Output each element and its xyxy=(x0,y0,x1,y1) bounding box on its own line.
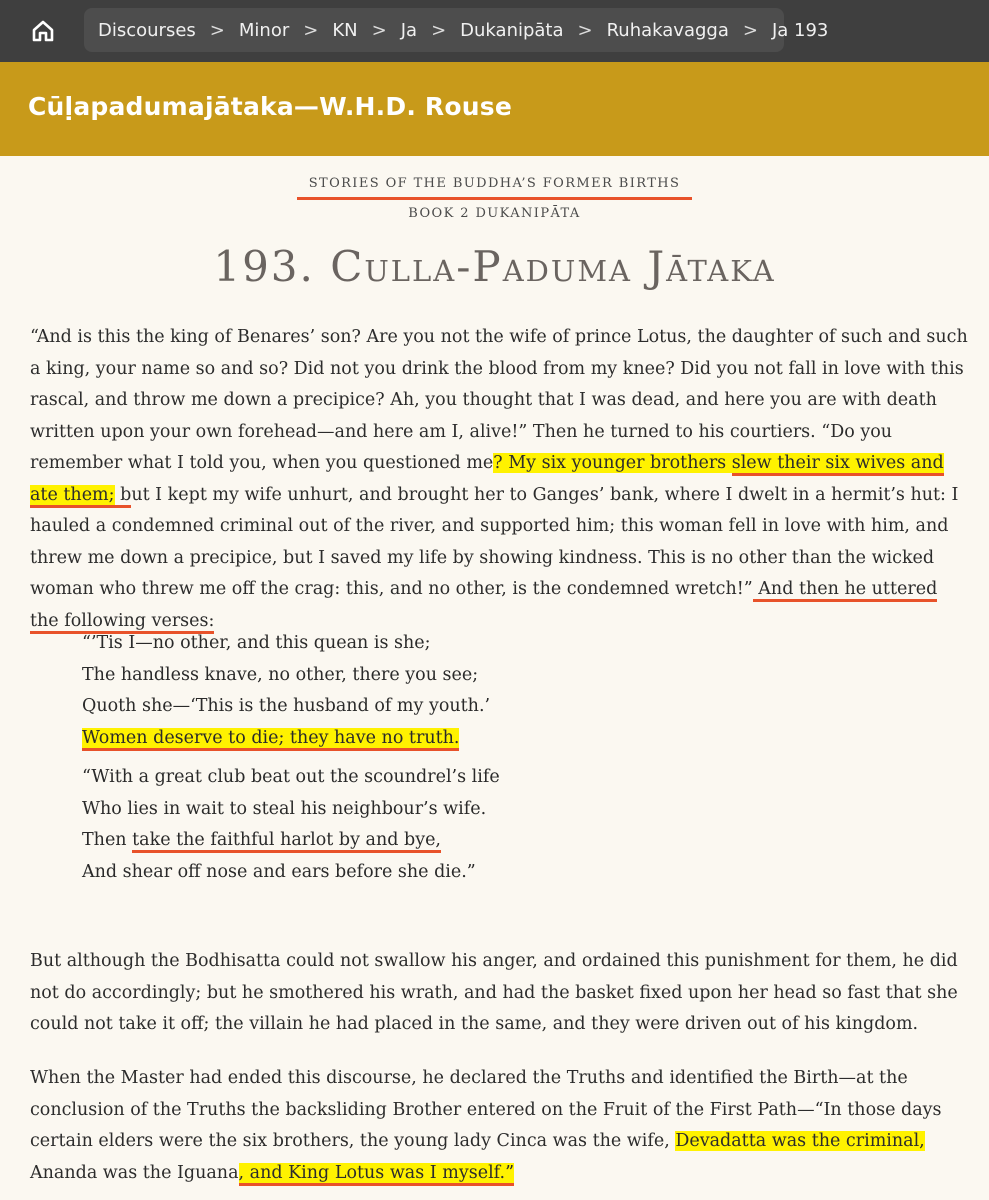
paragraph-2: But although the Bodhisatta could not swallow his anger, and ordained this punishment for them, he did not do accordingly; but he smothered his wrath, and had the basket fixed upon her head so fast that she could not take it off; the villain he had placed in the same, and they were driven out of his kingdom. xyxy=(30,951,958,1034)
chevron-right-icon: > xyxy=(742,19,758,41)
underlined-text: b xyxy=(115,485,132,508)
breadcrumb-minor[interactable]: Minor xyxy=(238,19,290,41)
verse-line: “With a great club beat out the scoundrel’s life xyxy=(82,767,500,787)
p3-text: When the Master had ended this discourse, he declared the Truths and identified the Birth—at the conclusion of the Truths the backsliding Brother entered on the Fruit of the First Path—“In those days certain elders were the six brothers, the young lady Cinca was the wife, xyxy=(30,1068,942,1151)
verse-block xyxy=(82,628,782,888)
stanza-2 xyxy=(82,762,782,888)
jataka-title: 193. Culla-Paduma Jātaka xyxy=(213,242,776,291)
book-title: BOOK 2 DUKANIPĀTA xyxy=(408,206,581,221)
chevron-right-icon: > xyxy=(209,19,225,41)
chevron-right-icon: > xyxy=(303,19,319,41)
underlined-text: take the faithful harlot by and bye, xyxy=(132,830,441,853)
highlight-underlined: , and King Lotus was I myself.” xyxy=(239,1163,515,1186)
verse-line: The handless knave, no other, there you see; xyxy=(82,664,479,685)
breadcrumb-ja[interactable]: Ja xyxy=(400,19,418,41)
breadcrumb-kn[interactable]: KN xyxy=(332,19,358,41)
breadcrumb-ja-193[interactable]: Ja 193 xyxy=(771,19,829,41)
verse-line: “’Tis I—no other, and this quean is she; xyxy=(82,633,431,653)
series-title xyxy=(0,176,989,191)
p3-text: Ananda was the Iguana xyxy=(30,1162,239,1183)
verse-line: Quoth she—‘This is the husband of my youth.’ xyxy=(82,696,491,716)
highlight-underlined: Women deserve to die; they have no truth. xyxy=(82,728,459,751)
verse-line xyxy=(82,825,782,857)
highlight-underlined: and ate them; xyxy=(30,453,944,508)
verse-line-highlighted xyxy=(82,723,782,755)
highlight-underlined: slew their six wives xyxy=(732,453,905,476)
top-navigation-bar xyxy=(0,0,989,62)
breadcrumb-dukanipata[interactable]: Dukanipāta xyxy=(460,19,564,41)
underlined-text: And then he uttered the following verses: xyxy=(30,579,937,634)
home-button[interactable] xyxy=(24,12,62,50)
paragraph-1 xyxy=(30,322,970,637)
series-title-text: STORIES OF THE BUDDHA’S FORMER BIRTHS xyxy=(297,176,693,200)
chevron-right-icon: > xyxy=(371,19,387,41)
highlight: ? My six younger brothers xyxy=(493,453,732,473)
chevron-right-icon: > xyxy=(577,19,593,41)
page-header xyxy=(0,62,989,156)
paragraph-3 xyxy=(30,1063,970,1189)
p1-text: ut I kept my wife unhurt, and brought her to Ganges’ bank, where I dwelt in a hermit’s hut: I hauled a condemned criminal out of the river, and supported him; this woman fell in love with him, and threw me down a precipice, but I saved my life by showing kindness. This is no other than the wicked woman who threw me off the crag: this, and no other, is the condemned wretch!” xyxy=(30,484,959,599)
breadcrumb-discourses[interactable]: Discourses xyxy=(98,19,196,41)
breadcrumb xyxy=(84,8,829,52)
highlight: Devadatta was the criminal, xyxy=(675,1131,925,1151)
home-icon xyxy=(30,18,56,44)
verse-line: And shear off nose and ears before she die.” xyxy=(82,861,476,882)
p1-text: “And is this the king of Benares’ son? Are you not the wife of prince Lotus, the daughter of such and such a king, your name so and so? Did not you drink the blood from my knee? Did you not fall in love with this rascal, and throw me down a precipice? Ah, you thought that I was dead, and here you are with death written upon your own forehead—and here am I, alive!” Then he turned to his courtiers. “Do you remember what I told you, when you questioned me xyxy=(30,327,968,473)
verse-line: Who lies in wait to steal his neighbour’s wife. xyxy=(82,798,487,819)
page-title: Cūḷapadumajātaka—W.H.D. Rouse xyxy=(28,92,512,121)
chevron-right-icon: > xyxy=(431,19,447,41)
verse-text: Then xyxy=(82,830,133,850)
breadcrumb-ruhakavagga[interactable]: Ruhakavagga xyxy=(606,19,729,41)
stanza-1 xyxy=(82,628,782,754)
